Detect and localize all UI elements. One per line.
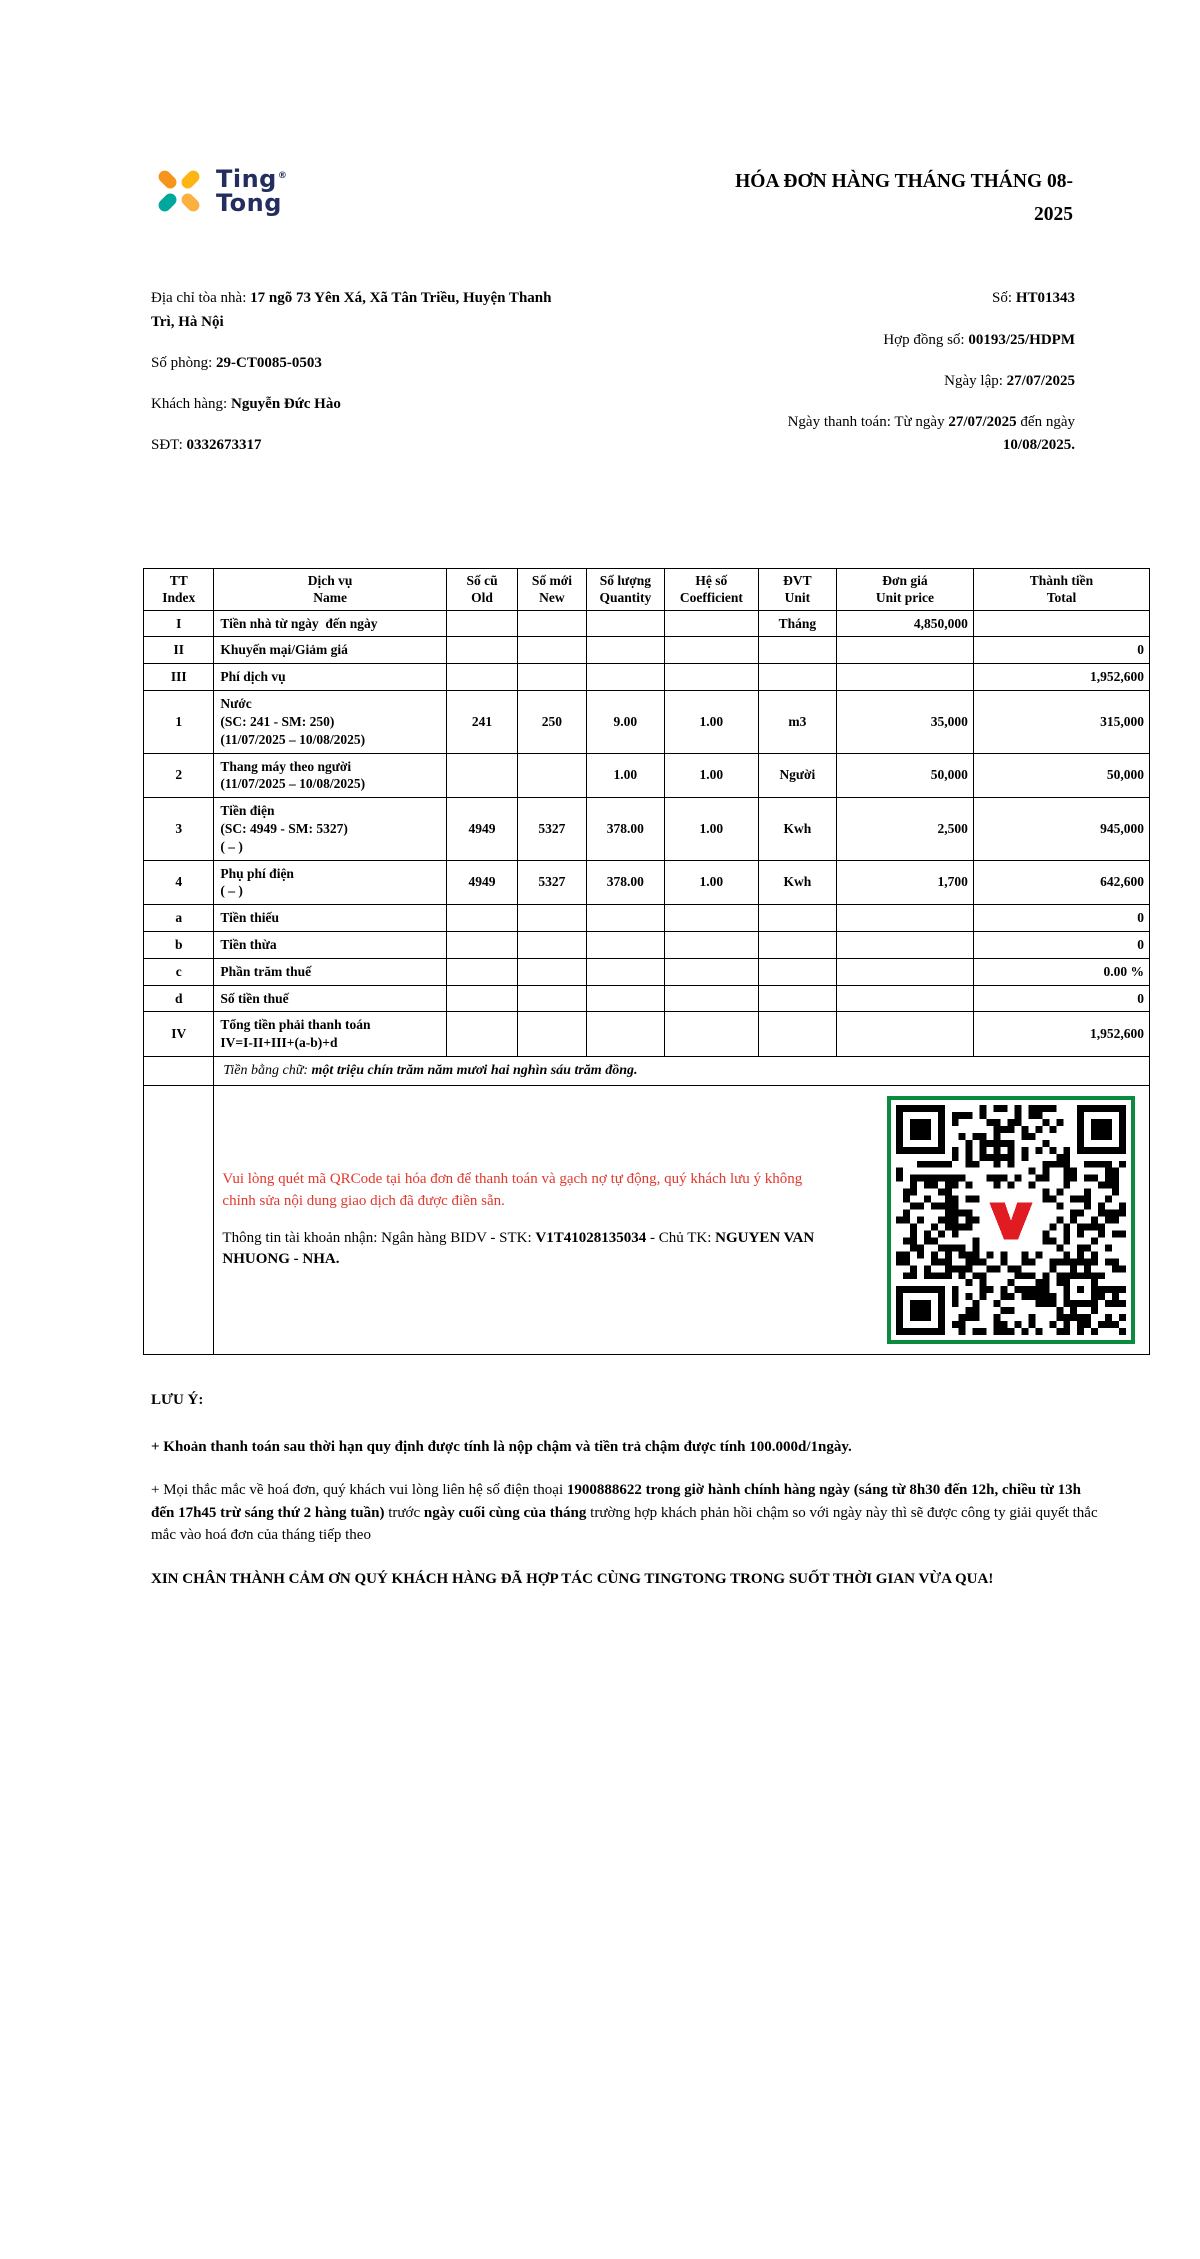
value-text: 10/08/2025. (1002, 437, 1075, 454)
cell-new: 5327 (518, 798, 586, 860)
cell-coef (665, 664, 759, 691)
cell-empty (144, 1057, 214, 1086)
cell-new (518, 753, 586, 798)
cell-tt: c (144, 958, 214, 985)
cell-name: Tiền thừa (214, 932, 446, 959)
cell-qty (586, 932, 664, 959)
invoice-title: HÓA ĐƠN HÀNG THÁNG THÁNG 08-2025 (735, 171, 1073, 226)
label-text: + Mọi thắc mắc về hoá đơn, quý khách vui lòng liên hệ số điện thoại (151, 1482, 567, 1499)
column-header: Số cũ Old (446, 568, 517, 610)
table-row (144, 637, 1150, 664)
table-row (144, 1012, 1150, 1057)
cell-tt: III (144, 664, 214, 691)
cell-name: Nước (SC: 241 - SM: 250) (11/07/2025 – 10/08/2025) (214, 691, 446, 753)
cell-new: 250 (518, 691, 586, 753)
value-text: ngày cuối cùng của tháng (423, 1504, 587, 1521)
logo-pinwheel (151, 163, 207, 219)
cell-qty (586, 905, 664, 932)
cell-coef (665, 637, 759, 664)
invoice-meta-block (730, 287, 1075, 475)
value-text: 17 ngõ 73 Yên Xá, Xã Tân Triều, Huyện Thanh Trì, Hà Nội (151, 290, 552, 330)
label-text: trường hợp khách phản hồi chậm so với ngày này thì sẽ được công ty giải quyết thắc mắc vào hoá đơn của tháng tiếp theo (151, 1504, 1098, 1544)
table-row (144, 691, 1150, 753)
column-header: TT Index (144, 568, 214, 610)
cell-coef (665, 1012, 759, 1057)
table-row (144, 932, 1150, 959)
column-header: ĐVT Unit (758, 568, 836, 610)
tingtong-wordmark (216, 164, 288, 217)
cell-unit: Người (758, 753, 836, 798)
payment-text (220, 1169, 820, 1270)
cell-price: 50,000 (837, 753, 974, 798)
value-text: NGUYEN VAN NHUONG - NHA. (222, 1230, 815, 1268)
charges-table-body (144, 610, 1150, 1354)
cell-price: 2,500 (837, 798, 974, 860)
cell-qty: 9.00 (586, 691, 664, 753)
cell-old (446, 932, 517, 959)
cell-tt: d (144, 985, 214, 1012)
logo-petal-bottom (156, 191, 179, 214)
value-text: 27/07/2025 (948, 414, 1017, 431)
cell-coef (665, 610, 759, 637)
tingtong-logo-icon (151, 163, 207, 219)
label-text: Hợp đồng số: (883, 331, 969, 348)
cell-tt: a (144, 905, 214, 932)
column-header: Thành tiền Total (973, 568, 1149, 610)
cell-price: 4,850,000 (837, 610, 974, 637)
cell-qty: 378.00 (586, 798, 664, 860)
cell-name: Số tiền thuế (214, 985, 446, 1012)
cell-tt: II (144, 637, 214, 664)
invoice-meta-line-1 (730, 287, 1075, 310)
cell-unit (758, 932, 836, 959)
label-text: Thông tin tài khoản nhận: Ngân hàng BIDV - STK: (222, 1230, 536, 1247)
cell-total: 50,000 (973, 753, 1149, 798)
cell-qty: 1.00 (586, 753, 664, 798)
table-row (144, 905, 1150, 932)
cell-name: Tiền điện (SC: 4949 - SM: 5327) ( – ) (214, 798, 446, 860)
label-text: Số: (992, 290, 1016, 307)
column-header: Số lượng Quantity (586, 568, 664, 610)
cell-name: Thang máy theo người (11/07/2025 – 10/08/2025) (214, 753, 446, 798)
cell-coef (665, 932, 759, 959)
label-text: Ngày thanh toán: Từ ngày (787, 414, 949, 431)
column-header: Dịch vụ Name (214, 568, 446, 610)
cell-total: 0 (973, 905, 1149, 932)
cell-price (837, 1012, 974, 1057)
qr-code-frame (887, 1096, 1135, 1344)
cell-price: 1,700 (837, 860, 974, 905)
cell-qty (586, 1012, 664, 1057)
amount-in-words-row (144, 1057, 1150, 1086)
cell-coef: 1.00 (665, 691, 759, 753)
label-text: Ngày lập: (944, 372, 1007, 389)
cell-old: 4949 (446, 798, 517, 860)
cell-qty (586, 985, 664, 1012)
qr-code (896, 1105, 1126, 1335)
value-text: Nguyễn Đức Hào (230, 396, 341, 413)
table-row (144, 610, 1150, 637)
invoice-header (143, 163, 1150, 231)
cell-old (446, 610, 517, 637)
cell-price (837, 664, 974, 691)
notes-section (143, 1389, 1150, 1590)
table-row (144, 958, 1150, 985)
cell-name: Tổng tiền phải thanh toán IV=I-II+III+(a-b)+d (214, 1012, 446, 1057)
cell-total: 0 (973, 985, 1149, 1012)
cell-name: Phụ phí điện ( – ) (214, 860, 446, 905)
customer-info-line-1 (151, 287, 571, 334)
wordmark-line-2 (216, 191, 287, 215)
cell-tt: 1 (144, 691, 214, 753)
column-header: Đơn giá Unit price (837, 568, 974, 610)
table-row (144, 860, 1150, 905)
cell-tt: b (144, 932, 214, 959)
cell-unit (758, 958, 836, 985)
qr-instruction-text: Vui lòng quét mã QRCode tại hóa đơn để thanh toán và gạch nợ tự động, quý khách lưu ý không chỉnh sửa nội dung giao dịch đã được điền sẵn. (222, 1171, 803, 1209)
cell-tt: 2 (144, 753, 214, 798)
payment-row (144, 1086, 1150, 1355)
logo-petal-right (179, 191, 202, 214)
wordmark-ting: Ting (216, 164, 277, 193)
charges-table (143, 568, 1150, 1356)
invoice-meta-line-2 (730, 329, 1075, 352)
cell-empty (144, 1086, 214, 1355)
cell-old: 241 (446, 691, 517, 753)
value-text: XIN CHÂN THÀNH CẢM ƠN QUÝ KHÁCH HÀNG ĐÃ HỢP TÁC CÙNG TINGTONG TRONG SUỐT THỜI GIAN VỪA QUA! (151, 1570, 994, 1587)
cell-unit (758, 905, 836, 932)
note-paragraph-2 (151, 1479, 1105, 1547)
table-row (144, 985, 1150, 1012)
invoice-meta-line-3 (730, 370, 1075, 393)
cell-new (518, 1012, 586, 1057)
invoice-meta-line-4 (730, 411, 1075, 458)
note-paragraph-1 (151, 1436, 1105, 1459)
notes-heading: LƯU Ý: (151, 1392, 204, 1409)
cell-coef: 1.00 (665, 753, 759, 798)
cell-price (837, 905, 974, 932)
cell-total: 0.00 % (973, 958, 1149, 985)
customer-info-line-4 (151, 434, 571, 457)
amount-words-label: Tiền bằng chữ: (223, 1063, 312, 1079)
cell-total: 642,600 (973, 860, 1149, 905)
cell-new (518, 610, 586, 637)
cell-old (446, 753, 517, 798)
cell-total: 0 (973, 637, 1149, 664)
cell-total (973, 610, 1149, 637)
value-text: 0332673317 (186, 437, 262, 454)
cell-coef (665, 958, 759, 985)
label-text: SĐT: (151, 437, 187, 454)
cell-tt: I (144, 610, 214, 637)
cell-tt: IV (144, 1012, 214, 1057)
amount-in-words (214, 1057, 1150, 1086)
label-text: đến ngày (1016, 414, 1075, 431)
cell-new: 5327 (518, 860, 586, 905)
cell-tt: 4 (144, 860, 214, 905)
notes-list (151, 1436, 1105, 1591)
value-text: 1900888622 trong giờ hành chính hàng ngày (sáng từ 8h30 đến 12h, chiều từ 13h đến 17h45 trừ sáng thứ 2 hàng tuần) (151, 1482, 1081, 1521)
cell-new (518, 637, 586, 664)
cell-qty (586, 610, 664, 637)
cell-coef: 1.00 (665, 798, 759, 860)
cell-price (837, 958, 974, 985)
table-header-row (144, 568, 1150, 610)
cell-qty: 378.00 (586, 860, 664, 905)
cell-qty (586, 958, 664, 985)
label-text: trước (384, 1504, 424, 1521)
cell-old: 4949 (446, 860, 517, 905)
cell-new (518, 932, 586, 959)
cell-old (446, 905, 517, 932)
cell-total: 315,000 (973, 691, 1149, 753)
tingtong-logo (151, 163, 287, 219)
table-row (144, 798, 1150, 860)
cell-unit (758, 1012, 836, 1057)
cell-name: Khuyến mại/Giảm giá (214, 637, 446, 664)
cell-unit (758, 637, 836, 664)
cell-unit: Kwh (758, 798, 836, 860)
cell-old (446, 637, 517, 664)
customer-info-block (151, 287, 571, 475)
label-text: Khách hàng: (151, 396, 231, 413)
customer-info-line-3 (151, 393, 571, 416)
cell-qty (586, 664, 664, 691)
cell-coef (665, 905, 759, 932)
cell-tt: 3 (144, 798, 214, 860)
cell-price: 35,000 (837, 691, 974, 753)
amount-words-value: một triệu chín trăm năm mươi hai nghìn sáu trăm đồng. (311, 1063, 638, 1079)
customer-info-line-2 (151, 352, 571, 375)
payment-layout (220, 1096, 1135, 1344)
label-text: Địa chỉ tòa nhà: (151, 290, 251, 307)
table-row (144, 664, 1150, 691)
cell-new (518, 985, 586, 1012)
registered-mark: ® (277, 170, 288, 181)
column-header: Số mới New (518, 568, 586, 610)
value-text: 29-CT0085-0503 (216, 354, 322, 371)
cell-total: 945,000 (973, 798, 1149, 860)
cell-old (446, 1012, 517, 1057)
cell-unit (758, 664, 836, 691)
value-text: + Khoản thanh toán sau thời hạn quy định được tính là nộp chậm và tiền trả chậm được tính 100.000d/1ngày. (151, 1438, 852, 1455)
logo-petal-top (179, 168, 202, 191)
cell-price (837, 985, 974, 1012)
cell-old (446, 664, 517, 691)
cell-name: Phần trăm thuế (214, 958, 446, 985)
charges-table-head (144, 568, 1150, 610)
column-header: Hệ số Coefficient (665, 568, 759, 610)
value-text: 00193/25/HDPM (968, 331, 1075, 348)
value-text: V1T41028135034 (535, 1230, 647, 1247)
note-paragraph-3 (151, 1568, 1105, 1591)
cell-unit: Tháng (758, 610, 836, 637)
cell-coef: 1.00 (665, 860, 759, 905)
cell-name: Tiền nhà từ ngày đến ngày (214, 610, 446, 637)
cell-old (446, 958, 517, 985)
cell-total: 0 (973, 932, 1149, 959)
logo-petal-left (156, 168, 179, 191)
invoice-info-section (143, 287, 1150, 475)
cell-price (837, 932, 974, 959)
wordmark-line-1 (216, 164, 288, 193)
cell-total: 1,952,600 (973, 1012, 1149, 1057)
cell-total: 1,952,600 (973, 664, 1149, 691)
cell-new (518, 664, 586, 691)
cell-price (837, 637, 974, 664)
cell-old (446, 985, 517, 1012)
cell-new (518, 905, 586, 932)
value-text: 27/07/2025 (1006, 372, 1075, 389)
value-text: HT01343 (1015, 290, 1075, 307)
payment-cell (214, 1086, 1150, 1355)
account-info (222, 1228, 820, 1271)
cell-qty (586, 637, 664, 664)
cell-coef (665, 985, 759, 1012)
wordmark-tong: Tong (216, 189, 282, 217)
label-text: Số phòng: (151, 354, 217, 371)
cell-name: Tiền thiếu (214, 905, 446, 932)
cell-new (518, 958, 586, 985)
label-text: - Chủ TK: (646, 1230, 716, 1247)
cell-unit: Kwh (758, 860, 836, 905)
cell-unit (758, 985, 836, 1012)
cell-unit: m3 (758, 691, 836, 753)
cell-name: Phí dịch vụ (214, 664, 446, 691)
table-row (144, 753, 1150, 798)
